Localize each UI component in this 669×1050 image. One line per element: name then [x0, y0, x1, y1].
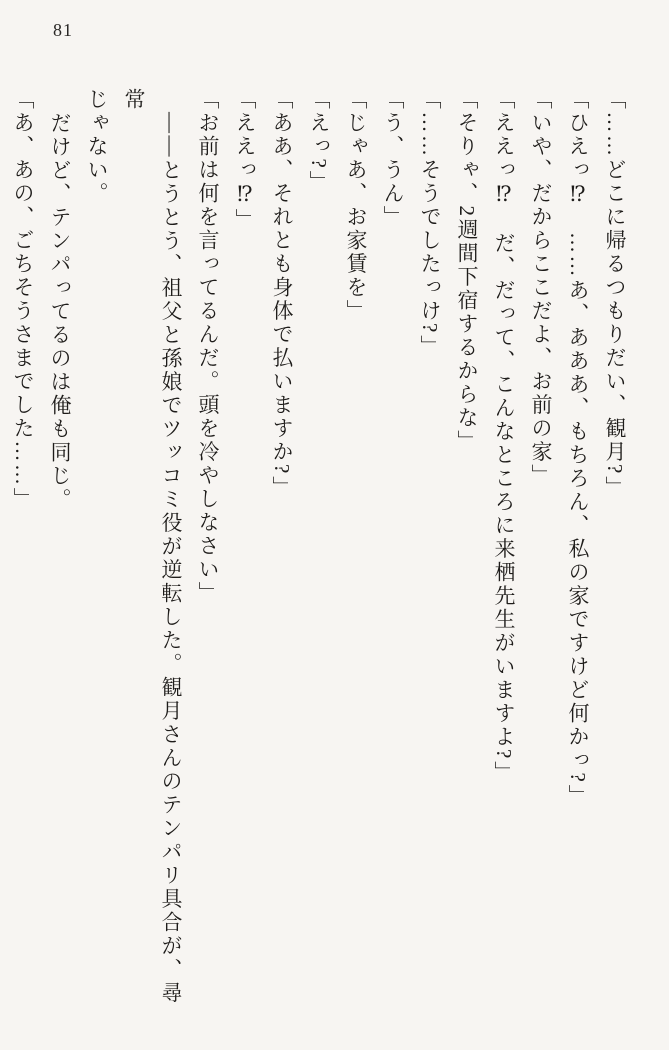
text-line-5: 「そりゃ、2週間下宿するからな」 — [455, 88, 479, 454]
text-line-8: 「じゃあ、お家賃を」 — [344, 88, 368, 323]
text-line-7: 「う、うん」 — [381, 88, 405, 229]
text-line-12: 「お前は何を言ってるんだ。頭を冷やしなさい」 — [196, 88, 220, 605]
page-number: 81 — [53, 20, 73, 40]
text-line-4: 「ええっ⁉ だ、だって、こんなところに来栖先生がいますよ?」 — [492, 88, 516, 785]
text-line-9: 「えっ?」 — [307, 88, 331, 194]
text-line-16: 「あ、あの、ごちそうさまでした……」 — [11, 88, 35, 511]
text-line-14: じゃない。 — [85, 88, 109, 206]
text-line-13: ――とうとう、祖父と孫娘でツッコミ役が逆転した。観月さんのテンパリ具合が、尋常 — [122, 88, 183, 1005]
text-line-1: 「……どこに帰るつもりだい、観月?」 — [603, 88, 627, 500]
text-line-3: 「いや、だからここだよ、お前の家」 — [529, 88, 553, 488]
text-line-6: 「……そうでしたっけ?」 — [418, 88, 442, 359]
text-block — [11, 88, 633, 1008]
text-line-10: 「ああ、それとも身体で払いますか?」 — [270, 88, 294, 500]
text-line-15: だけど、テンパってるのは俺も同じ。 — [48, 111, 72, 511]
text-line-2: 「ひえっ⁉ ……あ、あああ、もちろん、私の家ですけど何かっ?」 — [566, 88, 590, 808]
text-line-11: 「ええっ⁉」 — [233, 88, 257, 232]
